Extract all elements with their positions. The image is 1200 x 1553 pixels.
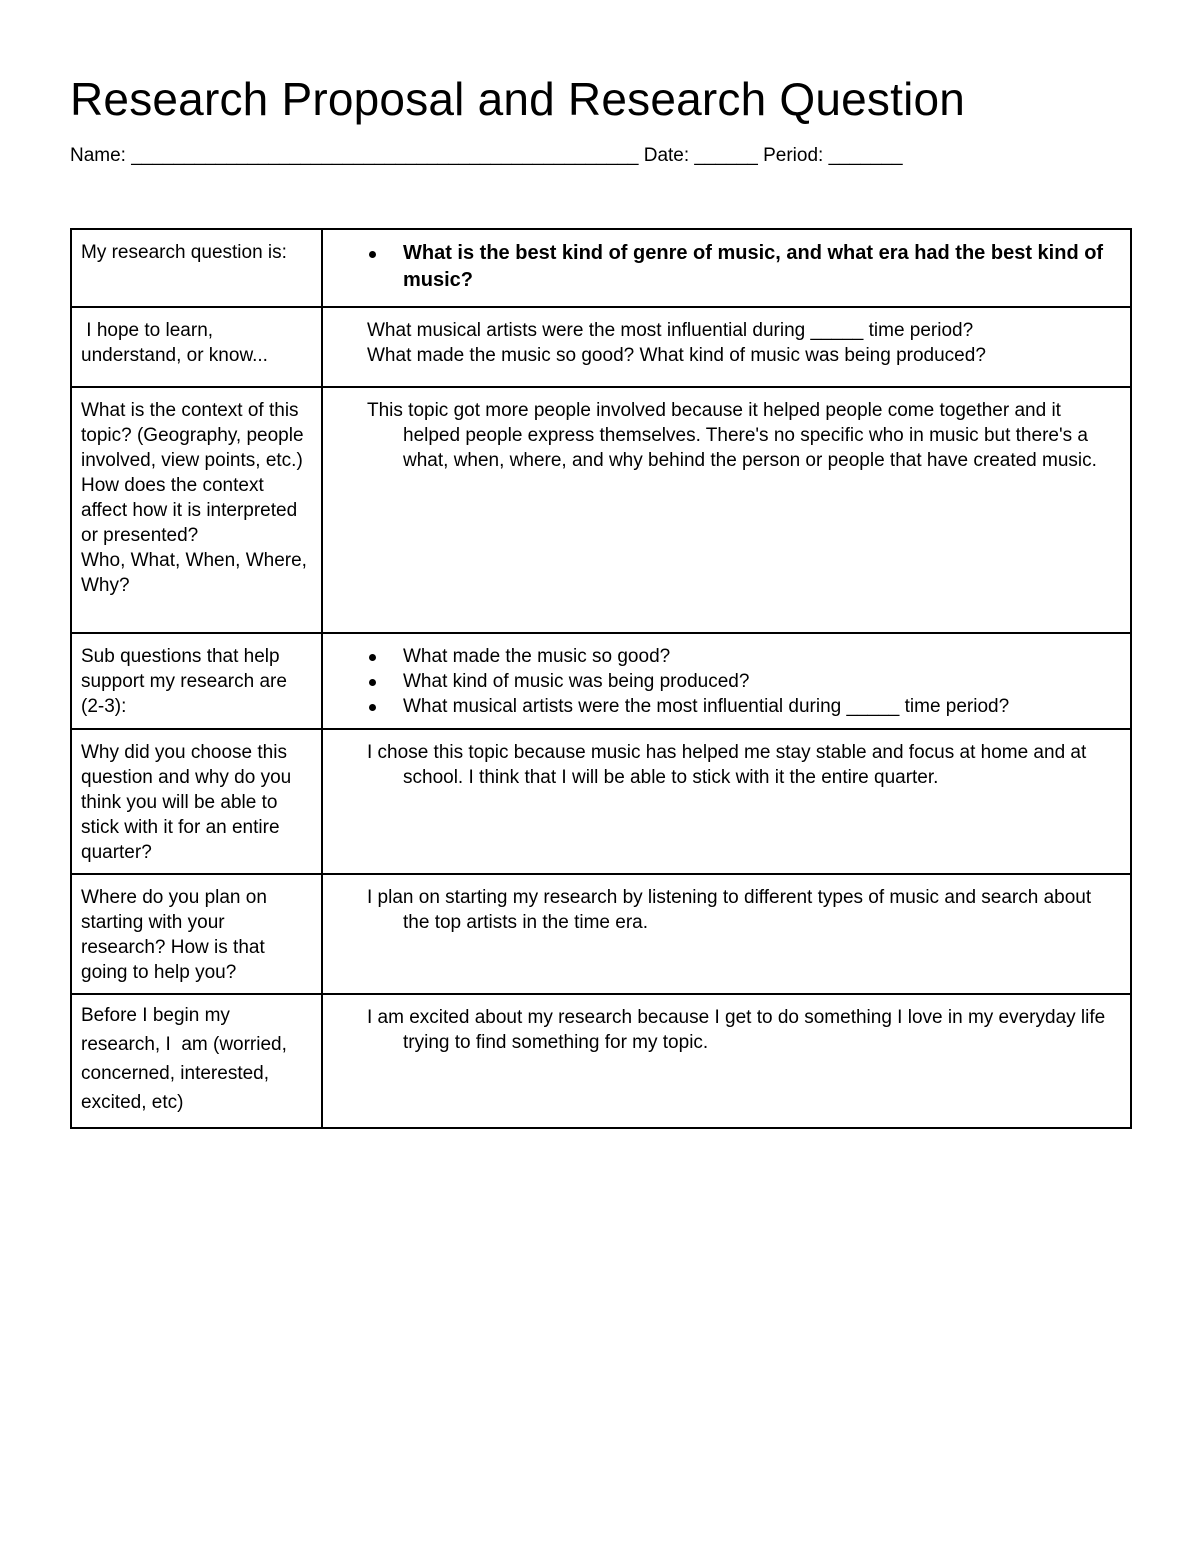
answer-text: I plan on starting my research by listening to different types of music and search about the top artists in the time era. — [367, 887, 1092, 933]
context-label: What is the context of this topic? (Geography, people involved, view points, etc.) How does the context affect how it is interpreted or presented? Who, What, When, Where, Why? — [71, 387, 322, 633]
table-row — [71, 387, 1131, 633]
before-begin-label: Before I begin my research, I am (worried, concerned, interested, excited, etc) — [71, 994, 322, 1128]
table-row — [71, 307, 1131, 387]
hope-to-learn-answer — [322, 307, 1131, 387]
answer-line: What made the music so good? What kind of music was being produced? — [367, 345, 986, 366]
sub-questions-label: Sub questions that help support my research are (2-3): — [71, 633, 322, 729]
table-row — [71, 229, 1131, 307]
proposal-table — [70, 228, 1132, 1129]
bullet-icon — [369, 704, 376, 711]
table-row — [71, 874, 1131, 994]
research-question-answer — [322, 229, 1131, 307]
list-item: What is the best kind of genre of music, and what era had the best kind of music? — [367, 240, 1116, 294]
bullet-icon — [369, 679, 376, 686]
why-choose-label: Why did you choose this question and why do you think you will be able to stick with it for an entire quarter? — [71, 729, 322, 874]
why-choose-answer — [322, 729, 1131, 874]
sub-questions-list — [367, 644, 1116, 719]
sub-questions-answer — [322, 633, 1131, 729]
page-title: Research Proposal and Research Question — [70, 73, 966, 125]
list-item: What musical artists were the most influential during _____ time period? — [367, 694, 1116, 719]
answer-line: What musical artists were the most influential during _____ time period? — [367, 320, 974, 341]
name-date-period-line: Name: ________________________________________________ Date: ______ Period: _______ — [70, 145, 903, 166]
table-row — [71, 633, 1131, 729]
hope-to-learn-label: I hope to learn, understand, or know... — [71, 307, 322, 387]
research-question-list — [367, 240, 1116, 294]
list-item: What made the music so good? — [367, 644, 1116, 669]
list-item: What kind of music was being produced? — [367, 669, 1116, 694]
where-start-answer — [322, 874, 1131, 994]
answer-text: This topic got more people involved because it helped people come together and it helped people express themselves. There's no specific who in music but there's a what, when, where, and why behind the person or people that have created music. — [367, 400, 1097, 471]
answer-text: I am excited about my research because I get to do something I love in my everyday life trying to find something for my topic. — [367, 1007, 1106, 1053]
where-start-label: Where do you plan on starting with your research? How is that going to help you? — [71, 874, 322, 994]
context-answer — [322, 387, 1131, 633]
table-row — [71, 994, 1131, 1128]
bullet-icon — [369, 251, 376, 258]
bullet-icon — [369, 654, 376, 661]
before-begin-answer — [322, 994, 1131, 1128]
answer-text: I chose this topic because music has helped me stay stable and focus at home and at school. I think that I will be able to stick with it the entire quarter. — [367, 742, 1087, 788]
table-row — [71, 729, 1131, 874]
research-question-label: My research question is: — [71, 229, 322, 307]
